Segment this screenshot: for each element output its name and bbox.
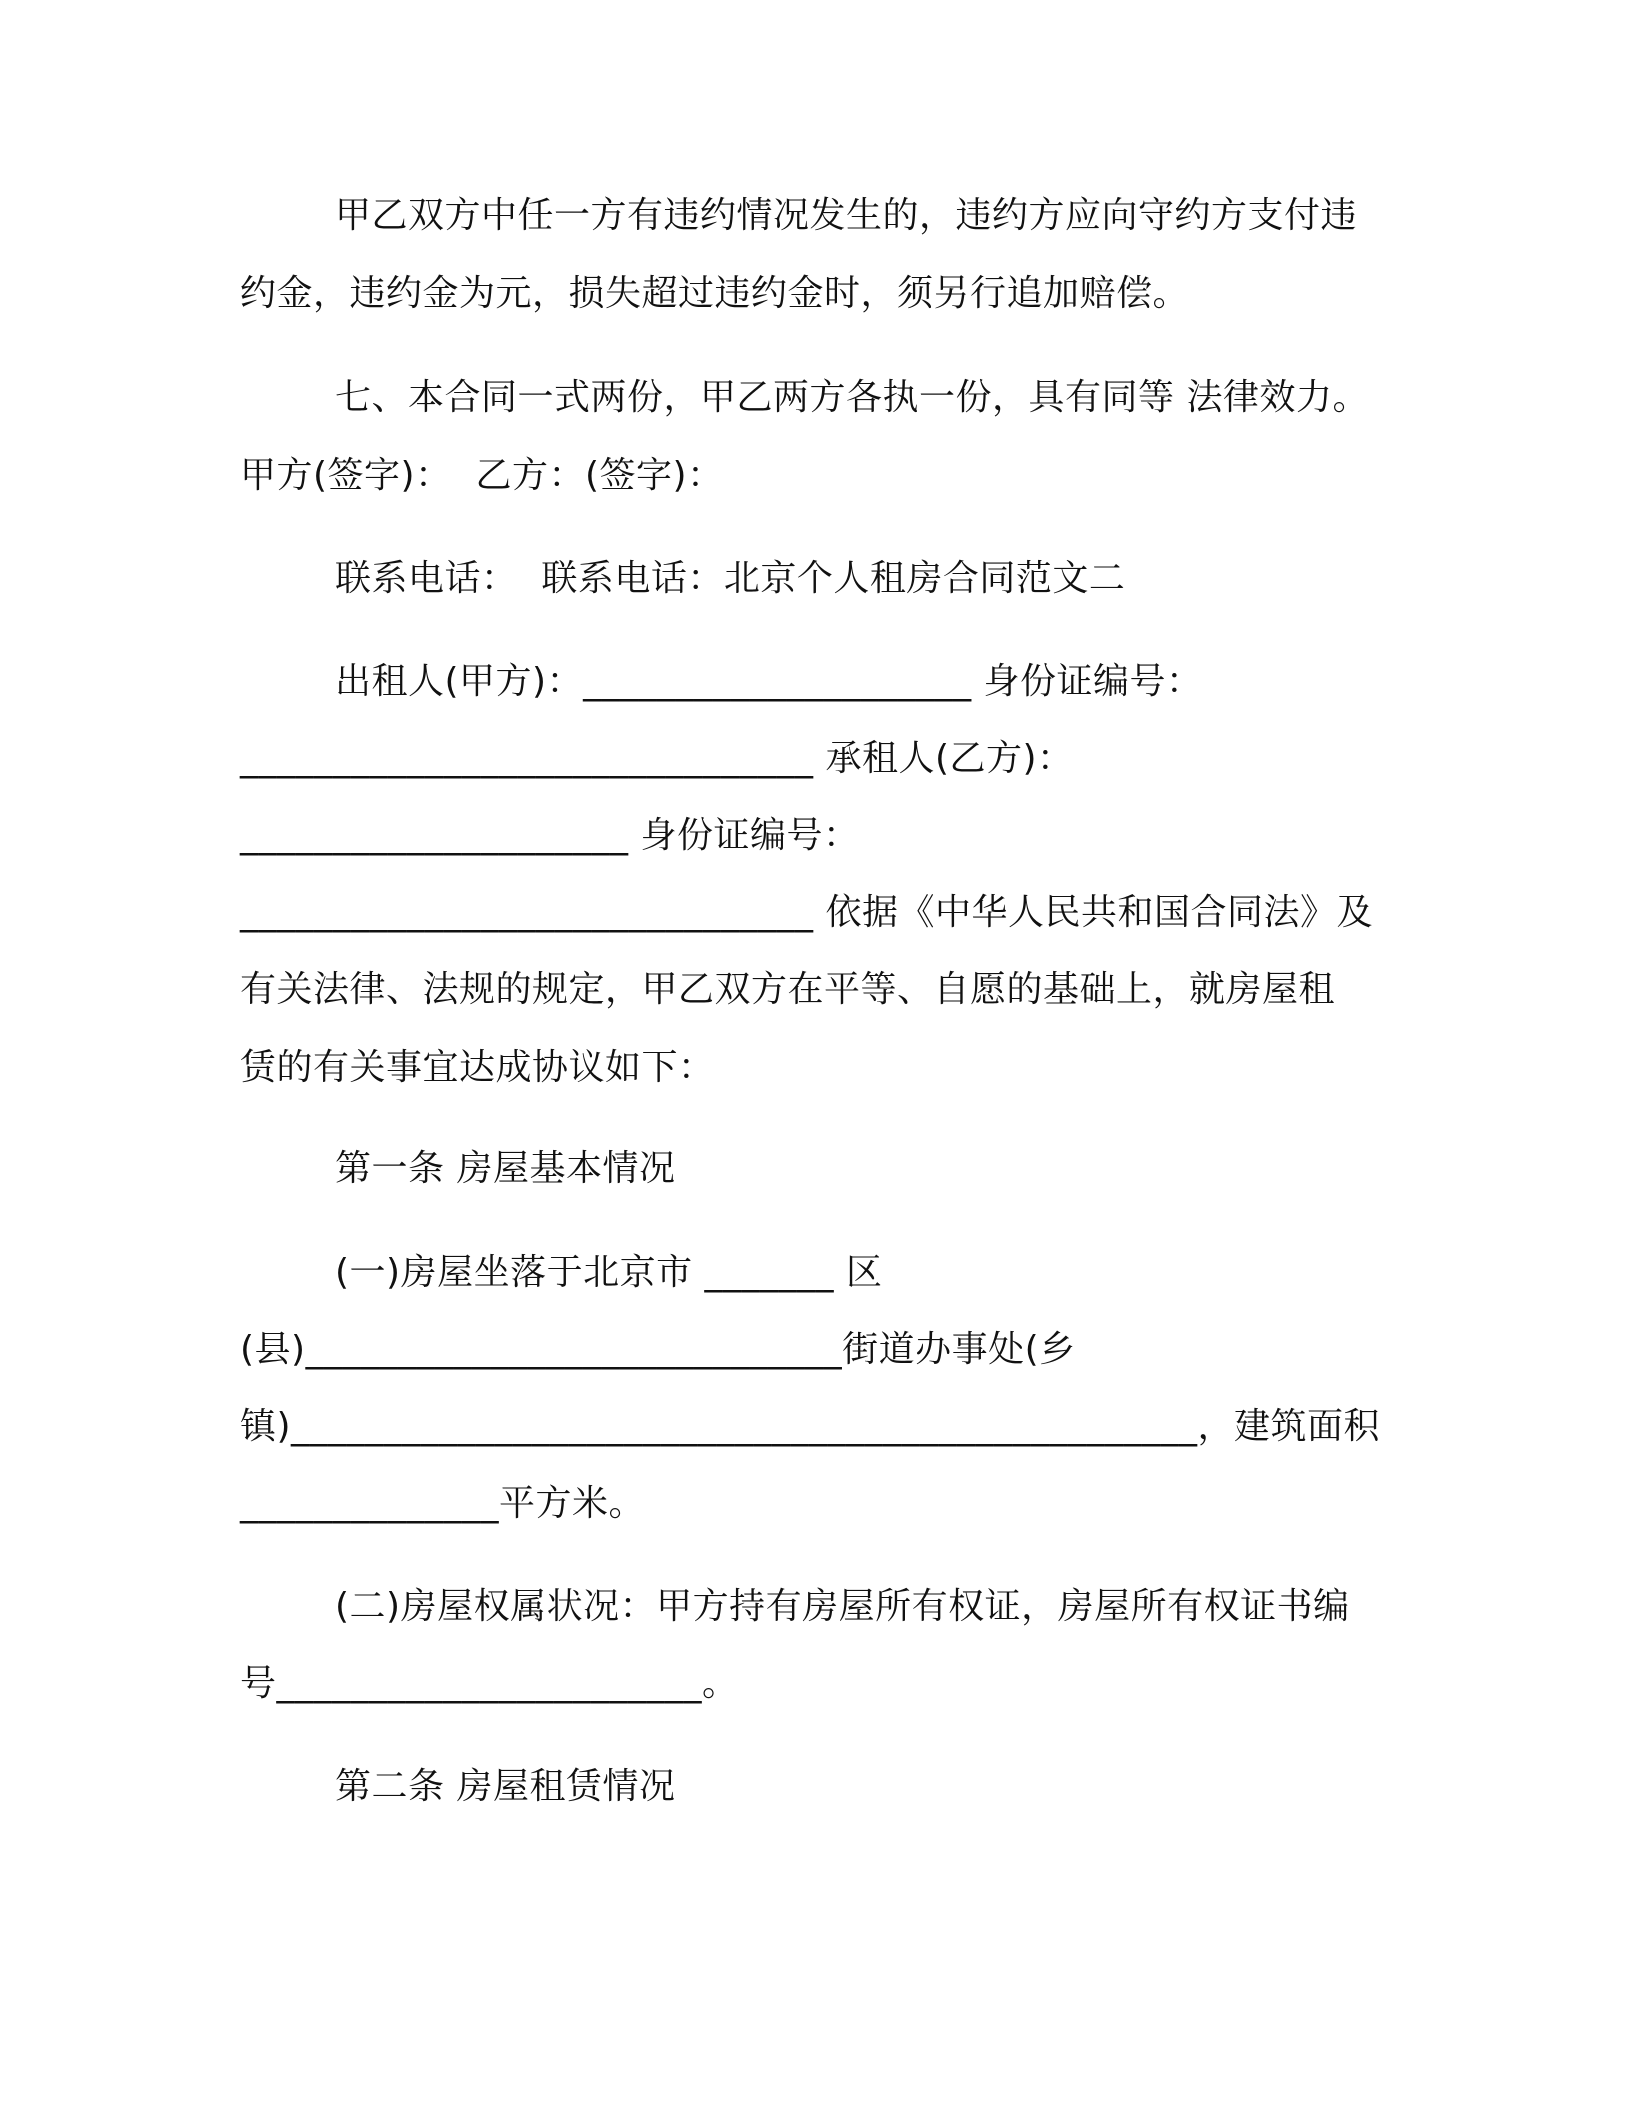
text-line: 有关法律、法规的规定，甲乙双方在平等、自愿的基础上，就房屋租 <box>240 969 1336 1010</box>
text-line: 约金，违约金为元，损失超过违约金时，须另行追加赔偿。 <box>240 273 1190 314</box>
text-line: 七、本合同一式两份，甲乙两方各执一份，具有同等 法律效力。 <box>335 377 1369 418</box>
text-line: (二)房屋权属状况：甲方持有房屋所有权证，房屋所有权证书编 <box>335 1586 1350 1627</box>
text-line: 甲方(签字)： 乙方：(签字)： <box>240 455 724 496</box>
section-heading: 第一条 房屋基本情况 <box>335 1148 676 1189</box>
text-line: 联系电话： 联系电话：北京个人租房合同范文二 <box>335 558 1126 599</box>
text-line: 甲乙双方中任一方有违约情况发生的，违约方应向守约方支付违 <box>335 195 1358 236</box>
section-heading: 第二条 房屋租赁情况 <box>335 1766 676 1807</box>
text-line: 镇)_________________________________________________，建筑面积 <box>240 1406 1381 1447</box>
text-line: _______________________________ 依据《中华人民共和国合同法》及 <box>240 892 1373 933</box>
text-line: _______________________________ 承租人(乙方)： <box>240 738 1074 779</box>
text-line: 赁的有关事宜达成协议如下： <box>240 1047 715 1088</box>
text-line: 号_______________________。 <box>240 1663 739 1704</box>
text-line: (县)_____________________________街道办事处(乡 <box>240 1329 1076 1370</box>
text-line: (一)房屋坐落于北京市 _______ 区 <box>335 1252 883 1293</box>
text-line: ______________平方米。 <box>240 1483 646 1524</box>
text-line: 出租人(甲方)：_____________________ 身份证编号： <box>335 661 1203 702</box>
text-line: _____________________ 身份证编号： <box>240 815 860 856</box>
